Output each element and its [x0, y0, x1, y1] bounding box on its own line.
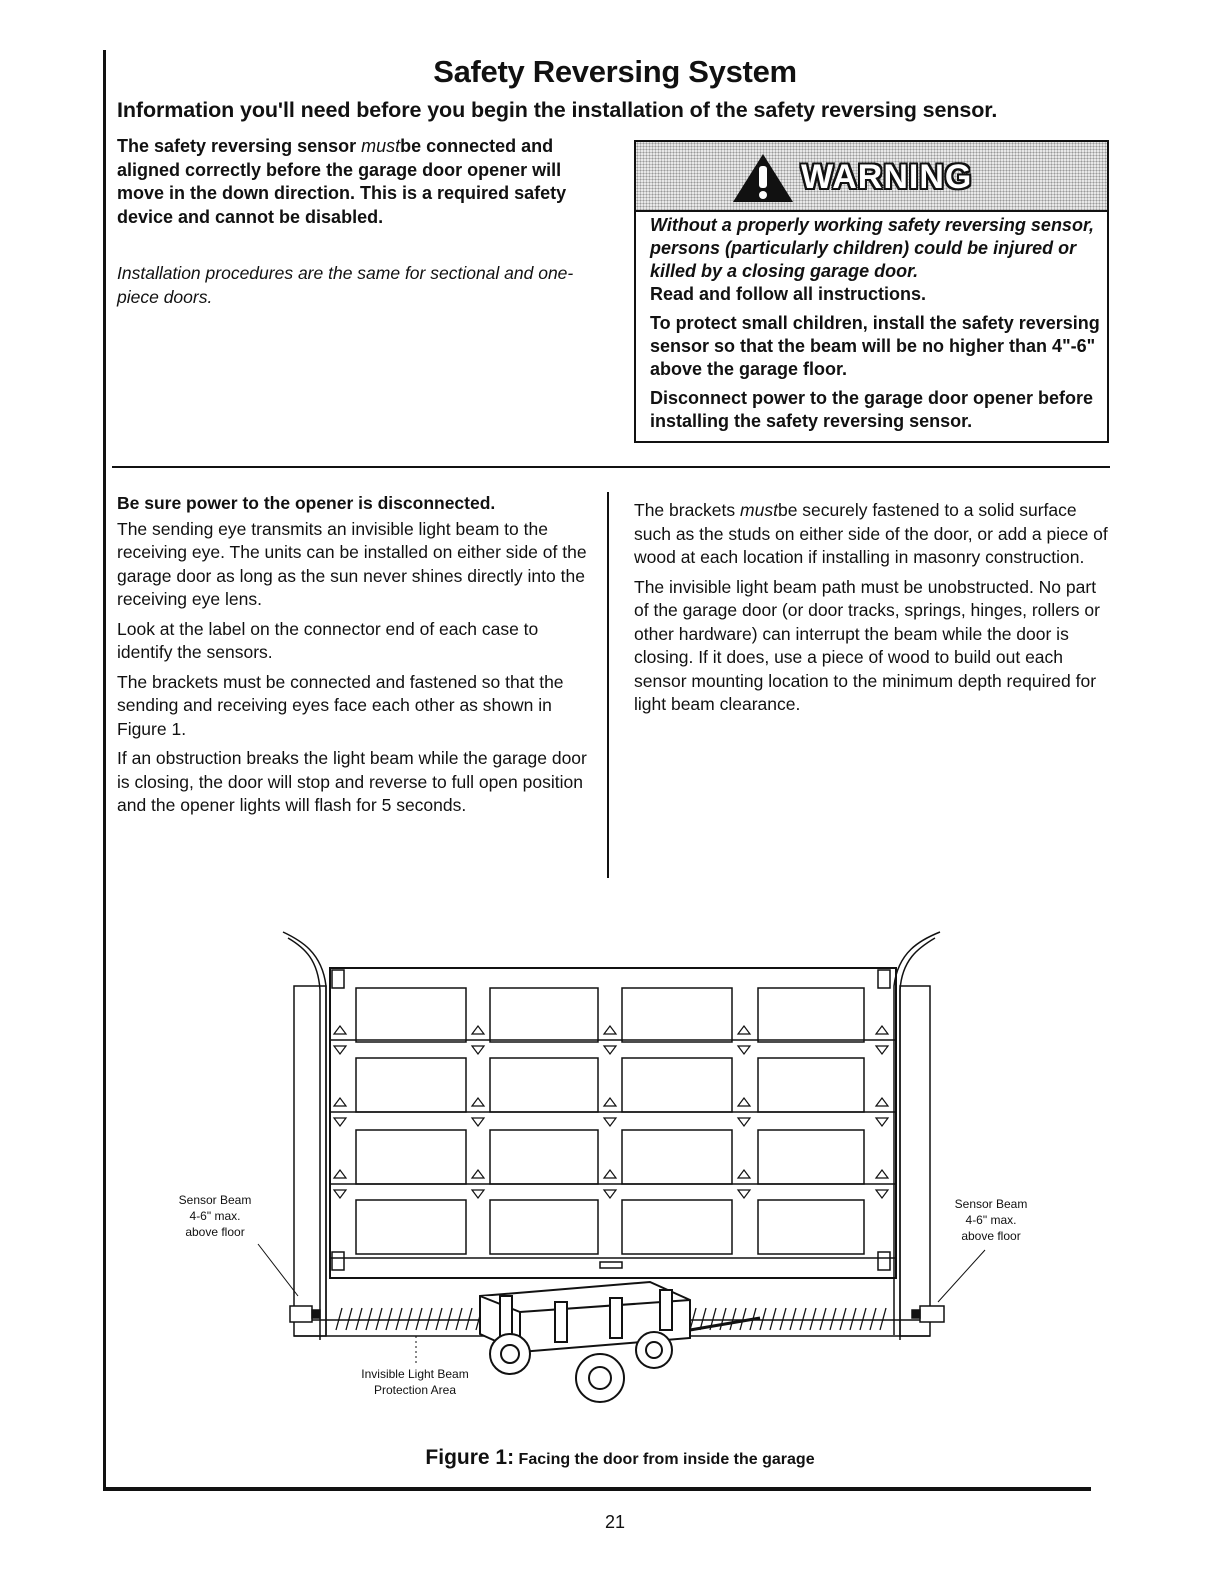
figure-caption — [0, 1446, 1211, 1470]
left-lead: Be sure power to the opener is disconnected. — [117, 493, 496, 513]
right-p2: The invisible light beam path must be unobstructed. No part of the garage door (or door tracks, springs, hinges, rollers or other hardware) can interrupt the beam while the door is closing. If it does, use a piece of wood to build out each sensor mounting location to the minimum depth required for light beam clearance. — [634, 576, 1100, 714]
page-number: 21 — [604, 1512, 626, 1532]
beam-area-label: Invisible Light Beam Protection Area — [361, 1367, 469, 1397]
left-p4: If an obstruction breaks the light beam while the garage door is closing, the door will stop and reverse to full open position and the opener lights will flash for 5 seconds. — [117, 748, 587, 815]
intro-emphasis: must — [361, 136, 401, 156]
warning-p2: To protect small children, install the safety reversing sensor so that the beam will be no higher than 4"-6" above the garage floor. — [650, 313, 1100, 379]
warning-body — [650, 214, 1100, 439]
figure-number: Figure 1: — [425, 1446, 515, 1469]
warning-box — [634, 140, 1109, 443]
sensor-label-left: Sensor Beam 4-6" max. above floor — [178, 1193, 252, 1239]
column-divider — [607, 492, 609, 878]
warning-heading: WARNING — [801, 158, 973, 196]
warning-p1b: Read and follow all instructions. — [650, 284, 927, 304]
garage-door-figure — [0, 920, 1211, 1440]
right-p1: The brackets mustbe securely fastened to a solid surface such as the studs on either side of the door, or add a piece of wood at each location if installing in masonry construction. — [634, 500, 1108, 567]
left-column — [117, 492, 587, 824]
figure-caption-text: Facing the door from inside the garage — [518, 1451, 815, 1468]
left-p1: The sending eye transmits an invisible light beam to the receiving eye. The units can be installed on either side of the garage door as long as the sun never shines directly into the receiving eye lens. — [117, 518, 587, 609]
sensor-label-right: Sensor Beam 4-6" max. above floor — [954, 1197, 1028, 1243]
warning-triangle-icon — [731, 152, 795, 204]
intro-note: Installation procedures are the same for sectional and one-piece doors. — [117, 263, 574, 307]
intro-paragraph: The safety reversing sensor mustbe connected and aligned correctly before the garage door opener will move in the down direction. This is a required safety device and cannot be disabled. — [117, 136, 567, 227]
page-title: Safety Reversing System — [433, 54, 797, 89]
right-column — [634, 499, 1109, 723]
bottom-rule — [103, 1487, 1091, 1491]
left-p3: The brackets must be connected and fastened so that the sending and receiving eyes face each other as shown in Figure 1. — [117, 671, 564, 739]
warning-p1: Without a properly working safety reversing sensor, persons (particularly children) could be injured or killed by a closing garage door. — [650, 215, 1094, 281]
warning-p3: Disconnect power to the garage door opener before installing the safety reversing sensor. — [650, 388, 1094, 431]
warning-header — [636, 142, 1107, 212]
left-p2: Look at the label on the connector end of each case to identify the sensors. — [117, 618, 539, 662]
page-subtitle: Information you'll need before you begin the installation of the safety reversing sensor. — [117, 98, 998, 122]
section-divider — [112, 466, 1110, 468]
